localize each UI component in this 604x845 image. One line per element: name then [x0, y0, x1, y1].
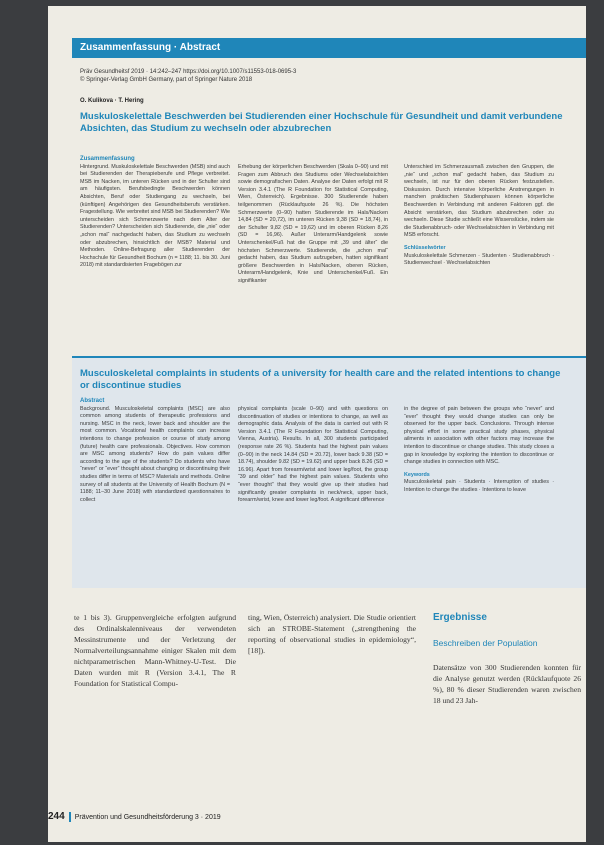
german-abstract-text1: Hintergrund. Muskuloskelettale Beschwerden (MSB) sind auch bei Studierenden der Therapieberufe und Pflege verbreitet. MSB im Nacken, im unteren Rücken und in der Schulter sind am häufigsten. Berufsbedingte Beschwerden können Absichten, Beruf oder Studiengang zu wechseln, bei (künftigen) Angehörigen des Gesundheitsberufs verstärken. Fragestellung. Wie verbreitet sind MSB bei Studierenden? Wie unterscheiden sich Schmerzwerte nach dem Alter der Studierenden? Unterscheiden sich Studierende, die „nie“ oder „schon mal“ nachgedacht haben, das Studium zu wechseln oder abzubrechen, hinsichtlich der MSB? Material und Methoden. Online-Befragung aller Studierenden der Hochschule für Gesundheit Bochum (n = 1188; 11. bis 30. Juni 2018) mit standardisierten Fragebögen zur: [80, 163, 230, 269]
german-title: Muskuloskelettale Beschwerden bei Studierenden einer Hochschule für Gesundheit und damit verbundene Absichten, das Studium zu wechseln oder abzubrechen: [80, 111, 563, 134]
english-title: Musculoskeletal complaints in students of a university for health care and the related intentions to change or discontinue studies: [80, 368, 561, 391]
german-keywords: Muskuloskelettale Schmerzen · Studenten · Studienabbruch · Studienwechsel · Wechselabsichten: [404, 252, 554, 267]
english-abstract-col3: [404, 406, 554, 495]
population-subheading: Beschreiben der Population: [433, 638, 538, 648]
english-abstract-col2: physical complaints (scale 0–90) and with questions on discontinuation of studies or intentions to change, as well as demographic data. Analysis of the data is carried out with R Version 3.4.1 (The R Foundation for Statistical Computing, Vienna, Austria). Results. In all, 300 students participated (response rate 26 %). Students had the highest pain values (0–90) in the neck 14.84 (SD = 20.72), lower back 9.38 (SD = 18.74), shoulder 9.82 (SD = 19.62) and upper back 8.26 (SD = 16.96). Apart from forearm/wrist and lower leg/foot, the group “39 and older” had the highest pain values. Students who “ever thought” that they would give up their studies had significantly greater complaints in neck/neck, upper back, forearm/wrist, knee and lower leg/foot. A significant difference: [238, 406, 388, 504]
english-abstract-heading: Abstract: [80, 398, 105, 404]
english-abstract-text1: Background. Musculoskeletal complaints (MSC) are also common among students of therapeutic professions and nursing. MSC in the neck, lower back and shoulder are the most common. Vocational health complaints can increase intentions to change profession or course of study among (future) health care professionals. Objectives. How common are MSC among students? How do pain values differ according to the age of the students? Do students who have “never” or “ever” thought about changing or discontinuing their studies differ in terms of MSC? Materials and methods. Online survey of all students at the University of Health Bochum (N = 1188; 11–30 June 2018) with standardized questionnaires to collect: [80, 405, 230, 503]
english-abstract-text3: in the degree of pain between the groups who “never” and “ever” thought they would change studies can only be observed for the upper back. Conclusions. Through intense physical effort in some practical study phases, physical ailments in association with other factors may increase the intention to discontinue or change studies. This study closes a gap in knowledge by exploring the intention to discontinue or change studies in connection with MSC.: [404, 406, 554, 466]
results-heading: Ergebnisse: [433, 612, 487, 623]
body-text-col1: te 1 bis 3). Gruppenvergleiche erfolgten aufgrund des Ordinalskalenniveaus der verwendeten Messinstrumente und der Verletzung der Normalverteilungsannahme einiger Skalen mit dem nichtparametrischen Mann-Whitney-U-Test. Die Daten wurden mit R (Version 3.4.1, The R Foundation for Statistical Compu-: [74, 613, 236, 688]
german-abstract-heading: Zusammenfassung: [80, 156, 135, 162]
english-abstract-box: [72, 356, 586, 588]
journal-name: Prävention und Gesundheitsförderung 3 · 2019: [74, 814, 221, 821]
page-number: 244: [48, 811, 65, 822]
results-text: Datensätze von 300 Studierenden konnten für die Analyse genutzt werden (Rücklaufquote 26 %), 80 % dieser Studierenden waren zwischen 18 und 23 Jah-: [433, 663, 581, 705]
citation-line: Präv Gesundheitsf 2019 · 14:242–247 https://doi.org/10.1007/s11553-018-0695-3: [80, 69, 297, 75]
journal-page: [48, 6, 586, 842]
article-meta: [80, 68, 296, 84]
german-keywords-heading: Schlüsselwörter: [404, 244, 446, 251]
german-abstract-col2: Erhebung der körperlichen Beschwerden (Skala 0–90) und mit Fragen zum Abbruch des Studiums oder Wechselabsichten sowie demografischen Daten. Analyse der Daten erfolgt mit R Version 3.4.1 (The R Foundation for Statistical Computing, Wien, Österreich). Ergebnisse. 300 Studierende haben teilgenommen (Rücklaufquote 26 %). Die höchsten Schmerzwerte (0–90) hatten Studierende im Hals/Nacken 14,84 (SD = 20,72), im unteren Rücken 9,38 (SD = 18,74), in der Schulter 9,82 (SD = 19,62) und im oberen Rücken 8,26 (SD = 16,96). Außer Unterarm/Handgelenk sowie Unterschenkel/Fuß hat die Gruppe mit „39 und älter“ die höchsten Schmerzwerte. Studierende, die „schon mal“ gedacht haben, das Studium aufzugeben, hatten signifikant größere Beschwerden in Hals/Nacken, oberen Rücken, Unterarm/Handgelenk, Knie und Unterschenkel/Fuß. Ein signifikanter: [238, 164, 388, 284]
german-abstract-col1: [80, 156, 230, 270]
english-keywords-heading: Keywords: [404, 471, 430, 478]
copyright-line: © Springer-Verlag GmbH Germany, part of Springer Nature 2018: [80, 77, 253, 83]
footer-divider: [69, 812, 71, 822]
english-abstract-col1: [80, 398, 230, 504]
authors: O. Kulikova · T. Hering: [80, 98, 144, 104]
german-abstract-text3: Unterschied im Schmerzausmaß zwischen den Gruppen, die „nie“ und „schon mal“ gedacht haben, das Studium zu wechseln, ist nur für den oberen Rücken festzustellen. Diskussion. Durch intensive körperliche Anstrengungen in manchen praktischen Studienphasen können körperliche Beschwerden in Verbindung mit anderen Faktoren ggf. die Absicht verstärken, das Studium abzubrechen oder zu wechseln. Diese Studie schließt eine Wissenslücke, indem sie die Studienabbruch- oder Wechselabsichten in Verbindung mit MSB erforscht.: [404, 164, 554, 239]
body-text-col2: ting, Wien, Österreich) analysiert. Die Studie orientiert sich an STROBE-Statement („strengthening the reporting of observational studies in epidemiology“, [18]).: [248, 613, 416, 655]
english-keywords: Musculoskeletal pain · Students · Interruption of studies · Intention to change the studies · Intentions to leave: [404, 479, 554, 493]
german-abstract-col3: [404, 164, 554, 268]
page-footer: [48, 811, 221, 822]
section-banner: Zusammenfassung · Abstract: [72, 38, 586, 58]
